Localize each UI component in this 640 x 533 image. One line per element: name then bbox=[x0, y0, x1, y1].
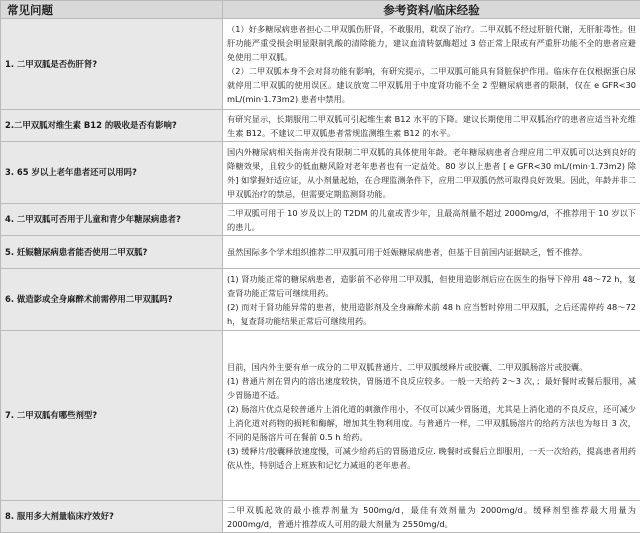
answer-cell bbox=[223, 269, 640, 331]
answer-paragraph: 目前，国内外主要有单一成分的二甲双胍普通片、二甲双胍缓释片或胶囊、二甲双胍肠溶片或胶囊。 bbox=[227, 360, 636, 374]
question-cell: 5. 妊娠糖尿病患者能否使用二甲双胍? bbox=[1, 236, 223, 269]
table-row bbox=[1, 331, 640, 501]
answer-paragraph: (2) 而对于肾功能异常的患者，使用造影剂及全身麻醉术前 48 h 应当暂时停用二甲双胍，之后还需停药 48～72 h，复查肾功能结果正常后可继续用药。 bbox=[227, 300, 636, 328]
answer-paragraph: 国内外糖尿病相关指南并没有限制二甲双胍的具体使用年龄。老年糖尿病患者合理应用二甲双胍可以达到良好的降糖效果，且较少的低血糖风险对老年患者也有一定益处。80 岁以上患者 [ e GFR<30 mL/(min·1.73m2) 除外] 如掌握好适应证，从小剂量起始，在合理监测条件下，应用二甲双胍仍然可取得良好效果。因此，年龄并非二甲双胍治疗的禁忌，但需要定期监测肾功能。 bbox=[227, 145, 636, 201]
question-cell: 4. 二甲双胍可否用于儿童和青少年糖尿病患者? bbox=[1, 204, 223, 236]
question-cell: 3. 65 岁以上老年患者还可以用吗? bbox=[1, 142, 223, 204]
question-cell: 8. 服用多大剂量临床疗效好? bbox=[1, 501, 223, 533]
answer-paragraph: (3) 缓释片/胶囊释放速度慢，可减少给药后的胃肠道反应. 晚餐时或餐后立即服用，一天一次给药，提高患者用药依从性，特别适合上班族和记忆力减退的老年患者。 bbox=[227, 444, 636, 472]
answer-paragraph: （1）好多糖尿病患者担心二甲双胍伤肝肾，不敢服用，耽误了治疗。二甲双胍不经过肝脏代谢，无肝脏毒性。但肝功能严重受损会明显限制乳酸的清除能力，建议血清转氨酶超过 3 倍正常上限或有严重肝功能不全的患者应避免使用二甲双胍。 bbox=[227, 22, 636, 64]
answer-paragraph: 有研究显示，长期服用二甲双胍可引起维生素 B12 水平的下降。建议长期使用二甲双胍治疗的患者应适当补充维生素 B12。不建议二甲双胍患者常规监测维生素 B12 的水平。 bbox=[227, 112, 636, 140]
answer-cell bbox=[223, 204, 640, 236]
answer-paragraph: (2) 肠溶片优点是较普通片上消化道的刺激作用小，不仅可以减少胃肠道，尤其是上消化道的不良反应，还可减少上消化道对药物的损耗和酶解，增加其生物利用度。与普通片一样，二甲双胍肠溶片的给药方法也为每日 3 次，不同的是肠溶片可在餐前 0.5 h 给药。 bbox=[227, 402, 636, 444]
table-row bbox=[1, 204, 640, 236]
answer-paragraph: （2）二甲双胍本身不会对肾功能有影响，有研究提示，二甲双胍可能具有肾脏保护作用。临床存在仅根据蛋白尿就停用二甲双胍的使用误区。建议放宽二甲双胍用于中度肾功能不全 2 型糖尿病患者的限制，仅在 e GFR<30 mL/(min·1.73m2) 患者中禁用。 bbox=[227, 64, 636, 106]
table-row bbox=[1, 19, 640, 110]
answer-paragraph: (1) 普通片剂在胃内的溶出速度较快，胃肠道不良反应较多。一般一天给药 2～3 次，；最好餐时或餐后服用，减少胃肠道不适。 bbox=[227, 374, 636, 402]
table-row bbox=[1, 501, 640, 533]
answer-cell bbox=[223, 19, 640, 110]
answer-cell bbox=[223, 331, 640, 501]
table-row bbox=[1, 110, 640, 142]
answer-cell bbox=[223, 110, 640, 142]
header-answer: 参考资料/临床经验 bbox=[223, 1, 640, 19]
answer-cell bbox=[223, 501, 640, 533]
table-row bbox=[1, 269, 640, 331]
answer-paragraph: 二甲双胍起效的最小推荐剂量为 500mg/d，最佳有效剂量为 2000mg/d。缓释剂型推荐最大用量为 2000mg/d，普通片推荐成人可用的最大剂量为 2550mg/d。 bbox=[227, 503, 636, 531]
answer-paragraph: 二甲双胍可用于 10 岁及以上的 T2DM 的儿童或青少年，且最高剂量不超过 2000mg/d，不推荐用于 10 岁以下的患儿。 bbox=[227, 206, 636, 234]
table-row bbox=[1, 142, 640, 204]
question-cell: 1. 二甲双胍是否伤肝肾? bbox=[1, 19, 223, 110]
answer-paragraph: 虽然国际多个学术组织推荐二甲双胍可用于妊娠糖尿病患者，但基于目前国内证据缺乏，暂不推荐。 bbox=[227, 245, 636, 259]
answer-paragraph: (1) 肾功能正常的糖尿病患者，造影前不必停用二甲双胍，但使用造影剂后应在医生的指导下停用 48～72 h，复查肾功能正常后可继续用药。 bbox=[227, 272, 636, 300]
header-row bbox=[1, 1, 640, 19]
table-row bbox=[1, 236, 640, 269]
question-cell: 2.二甲双胍对维生素 B12 的吸收是否有影响? bbox=[1, 110, 223, 142]
question-cell: 7. 二甲双胍有哪些剂型? bbox=[1, 331, 223, 501]
header-question: 常见问题 bbox=[1, 1, 223, 19]
answer-cell bbox=[223, 142, 640, 204]
question-cell: 6. 做造影或全身麻醉术前需停用二甲双胍吗? bbox=[1, 269, 223, 331]
answer-cell bbox=[223, 236, 640, 269]
